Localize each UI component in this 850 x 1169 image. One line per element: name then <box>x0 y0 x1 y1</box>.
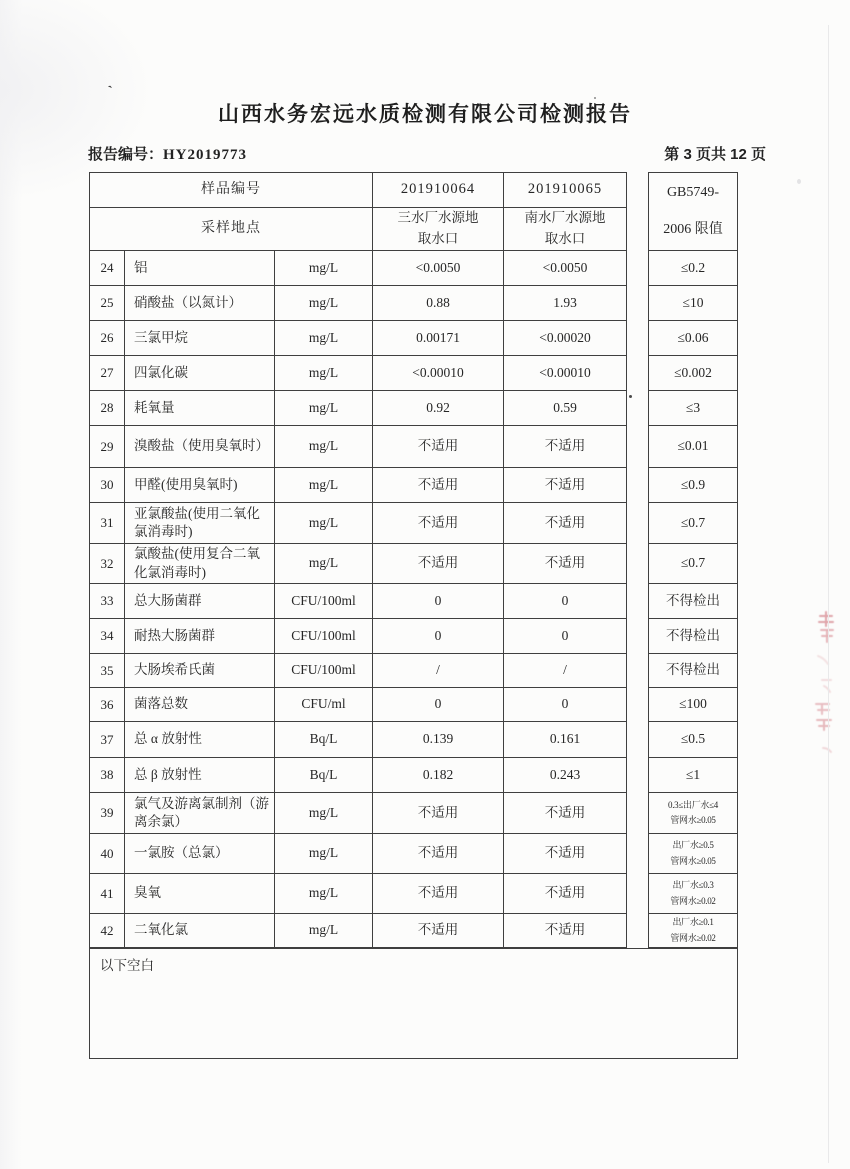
row-number-cell: 38 <box>90 758 125 793</box>
sample2-value-cell: 0.59 <box>504 391 627 426</box>
unit-cell: mg/L <box>275 286 373 321</box>
sample2-value-cell: 不适用 <box>504 914 627 948</box>
table-row <box>90 874 627 914</box>
row-number-cell: 25 <box>90 286 125 321</box>
scan-speck-dot <box>594 97 596 99</box>
row-number-cell: 26 <box>90 321 125 356</box>
limit-cell: 出厂水≥0.1 管网水≥0.02 <box>649 914 738 948</box>
sample1-value-cell: 不适用 <box>373 914 504 948</box>
sample1-value-cell: 0.182 <box>373 758 504 793</box>
sample2-value-cell: 不适用 <box>504 468 627 503</box>
row-number-cell: 34 <box>90 619 125 654</box>
limit-column-strip <box>648 172 738 948</box>
unit-cell: mg/L <box>275 914 373 948</box>
table-row <box>90 426 627 468</box>
sample1-id-cell: 201910064 <box>373 173 504 208</box>
sample2-value-cell: 0 <box>504 688 627 722</box>
sample1-value-cell: 不适用 <box>373 834 504 874</box>
limit-cell: ≤0.002 <box>649 356 738 391</box>
table-row <box>90 503 627 544</box>
limit-row <box>649 722 738 758</box>
item-name-cell: 菌落总数 <box>125 688 275 722</box>
table-row <box>90 321 627 356</box>
limit-cell: ≤0.9 <box>649 468 738 503</box>
sample2-value-cell: <0.00020 <box>504 321 627 356</box>
sample2-id-cell: 201910065 <box>504 173 627 208</box>
row-number-cell: 37 <box>90 722 125 758</box>
sample2-value-cell: 0 <box>504 584 627 619</box>
row-number-cell: 28 <box>90 391 125 426</box>
sample1-site-line2: 取水口 <box>417 231 459 246</box>
unit-cell: mg/L <box>275 793 373 834</box>
sample2-value-cell: / <box>504 654 627 688</box>
item-name-cell: 氯酸盐(使用复合二氧化氯消毒时) <box>125 544 275 584</box>
item-name-cell: 四氯化碳 <box>125 356 275 391</box>
item-name-cell: 耐热大肠菌群 <box>125 619 275 654</box>
limit-row <box>649 286 738 321</box>
sample1-value-cell: 不适用 <box>373 544 504 584</box>
unit-cell: mg/L <box>275 391 373 426</box>
sample2-value-cell: 不适用 <box>504 874 627 914</box>
limit-cell: 出厂水≥0.5 管网水≥0.05 <box>649 834 738 874</box>
limit-cell: 0.3≤出厂水≤4 管网水≥0.05 <box>649 793 738 834</box>
sample1-value-cell: 0 <box>373 584 504 619</box>
sample1-value-cell: 不适用 <box>373 426 504 468</box>
limit-cell: 不得检出 <box>649 619 738 654</box>
sample1-value-cell: / <box>373 654 504 688</box>
blank-footer-area <box>89 948 738 1059</box>
table-row <box>90 793 627 834</box>
table-header-row-sample-id <box>90 173 627 208</box>
sample1-value-cell: 0 <box>373 619 504 654</box>
sample1-value-cell: 0.00171 <box>373 321 504 356</box>
limit-row <box>649 793 738 834</box>
report-meta-row <box>88 143 766 164</box>
table-row <box>90 584 627 619</box>
sample2-value-cell: 0 <box>504 619 627 654</box>
limit-row <box>649 544 738 584</box>
unit-cell: mg/L <box>275 356 373 391</box>
table-row <box>90 834 627 874</box>
limit-cell: ≤0.2 <box>649 251 738 286</box>
table-row <box>90 688 627 722</box>
limit-row <box>649 321 738 356</box>
sample2-value-cell: <0.0050 <box>504 251 627 286</box>
row-number-cell: 35 <box>90 654 125 688</box>
unit-cell: mg/L <box>275 874 373 914</box>
report-title: 山西水务宏远水质检测有限公司检测报告 <box>218 103 632 126</box>
limit-cell: ≤0.06 <box>649 321 738 356</box>
row-number-cell: 42 <box>90 914 125 948</box>
sample1-value-cell: 0.92 <box>373 391 504 426</box>
report-number <box>88 143 247 164</box>
row-number-cell: 29 <box>90 426 125 468</box>
table-row <box>90 544 627 584</box>
table-row <box>90 356 627 391</box>
sample2-site-line2: 取水口 <box>544 231 586 246</box>
limit-cell: ≤0.7 <box>649 544 738 584</box>
report-number-label: 报告编号： <box>88 146 164 163</box>
limit-header-row <box>649 173 738 251</box>
table-row <box>90 654 627 688</box>
limit-cell: ≤3 <box>649 391 738 426</box>
limit-row <box>649 426 738 468</box>
unit-cell: CFU/100ml <box>275 654 373 688</box>
limit-row <box>649 503 738 544</box>
limit-cell: ≤0.7 <box>649 503 738 544</box>
unit-cell: mg/L <box>275 251 373 286</box>
item-name-cell: 氯气及游离氯制剂（游离余氯） <box>125 793 275 834</box>
scan-speck-dot <box>797 179 801 184</box>
sample2-value-cell: 不适用 <box>504 544 627 584</box>
limit-cell: 不得检出 <box>649 584 738 619</box>
table-row <box>90 758 627 793</box>
sample-id-label-cell: 样品编号 <box>90 173 373 208</box>
sample1-value-cell: 不适用 <box>373 503 504 544</box>
limit-cell: ≤100 <box>649 688 738 722</box>
table-row <box>90 914 627 948</box>
item-name-cell: 三氯甲烷 <box>125 321 275 356</box>
table-row <box>90 286 627 321</box>
sample2-site-line1: 南水厂水源地 <box>524 210 606 226</box>
limit-row <box>649 391 738 426</box>
limit-cell: ≤0.01 <box>649 426 738 468</box>
item-name-cell: 二氧化氯 <box>125 914 275 948</box>
unit-cell: CFU/100ml <box>275 584 373 619</box>
sample1-value-cell: 不适用 <box>373 793 504 834</box>
table-row <box>90 251 627 286</box>
table-row <box>90 722 627 758</box>
row-number-cell: 32 <box>90 544 125 584</box>
row-number-cell: 36 <box>90 688 125 722</box>
footer-note: 以下空白 <box>100 958 154 973</box>
unit-cell: CFU/ml <box>275 688 373 722</box>
row-number-cell: 33 <box>90 584 125 619</box>
limit-row <box>649 834 738 874</box>
limit-row <box>649 468 738 503</box>
item-name-cell: 甲醛(使用臭氧时) <box>125 468 275 503</box>
limit-header-line1: GB5749- <box>666 185 720 201</box>
limit-header-line2: 2006 限值 <box>663 221 723 237</box>
item-name-cell: 铝 <box>125 251 275 286</box>
item-name-cell: 耗氧量 <box>125 391 275 426</box>
sampling-site-label-cell: 采样地点 <box>90 208 373 251</box>
sample1-value-cell: 0.139 <box>373 722 504 758</box>
item-name-cell: 溴酸盐（使用臭氧时） <box>125 426 275 468</box>
sample1-site-line1: 三水厂水源地 <box>397 210 479 226</box>
table-row <box>90 468 627 503</box>
item-name-cell: 亚氯酸盐(使用二氧化氯消毒时) <box>125 503 275 544</box>
unit-cell: mg/L <box>275 468 373 503</box>
limit-header-cell <box>649 173 738 251</box>
unit-cell: mg/L <box>275 426 373 468</box>
item-name-cell: 硝酸盐（以氮计） <box>125 286 275 321</box>
limit-cell: 不得检出 <box>649 654 738 688</box>
red-stamp-fragment <box>806 608 840 764</box>
limit-row <box>649 758 738 793</box>
sample1-value-cell: 0.88 <box>373 286 504 321</box>
scan-speck-dot <box>629 395 632 398</box>
row-number-cell: 31 <box>90 503 125 544</box>
limit-cell: 出厂水≤0.3 管网水≥0.02 <box>649 874 738 914</box>
unit-cell: Bq/L <box>275 722 373 758</box>
row-number-cell: 24 <box>90 251 125 286</box>
limit-cell: ≤0.5 <box>649 722 738 758</box>
row-number-cell: 30 <box>90 468 125 503</box>
sample2-value-cell: <0.00010 <box>504 356 627 391</box>
row-number-cell: 39 <box>90 793 125 834</box>
row-number-cell: 27 <box>90 356 125 391</box>
limit-row <box>649 914 738 948</box>
limit-cell: ≤1 <box>649 758 738 793</box>
unit-cell: CFU/100ml <box>275 619 373 654</box>
sample2-value-cell: 不适用 <box>504 503 627 544</box>
table-row <box>90 619 627 654</box>
limit-row <box>649 584 738 619</box>
limit-row <box>649 874 738 914</box>
sample1-value-cell: <0.00010 <box>373 356 504 391</box>
limit-row <box>649 619 738 654</box>
limit-row <box>649 688 738 722</box>
sample1-value-cell: <0.0050 <box>373 251 504 286</box>
sample1-site-cell <box>373 208 504 251</box>
item-name-cell: 总 β 放射性 <box>125 758 275 793</box>
sample2-site-cell <box>504 208 627 251</box>
unit-cell: Bq/L <box>275 758 373 793</box>
sample2-value-cell: 不适用 <box>504 426 627 468</box>
row-number-cell: 40 <box>90 834 125 874</box>
limit-row <box>649 251 738 286</box>
table-header-row-sampling-site <box>90 208 627 251</box>
item-name-cell: 总大肠菌群 <box>125 584 275 619</box>
table-row <box>90 391 627 426</box>
unit-cell: mg/L <box>275 834 373 874</box>
results-table-main <box>89 172 627 948</box>
scan-speck-tick: ` <box>107 83 116 101</box>
sample1-value-cell: 不适用 <box>373 874 504 914</box>
page-indicator: 第 3 页共 12 页 <box>664 146 766 163</box>
page-edge-line <box>828 25 829 1163</box>
sample1-value-cell: 0 <box>373 688 504 722</box>
sample1-value-cell: 不适用 <box>373 468 504 503</box>
item-name-cell: 大肠埃希氏菌 <box>125 654 275 688</box>
report-number-value: HY2019773 <box>163 147 248 163</box>
limit-row <box>649 356 738 391</box>
unit-cell: mg/L <box>275 544 373 584</box>
row-number-cell: 41 <box>90 874 125 914</box>
sample2-value-cell: 不适用 <box>504 834 627 874</box>
item-name-cell: 臭氧 <box>125 874 275 914</box>
limit-cell: ≤10 <box>649 286 738 321</box>
item-name-cell: 总 α 放射性 <box>125 722 275 758</box>
sample2-value-cell: 0.161 <box>504 722 627 758</box>
limit-row <box>649 654 738 688</box>
sample2-value-cell: 不适用 <box>504 793 627 834</box>
item-name-cell: 一氯胺（总氯） <box>125 834 275 874</box>
unit-cell: mg/L <box>275 321 373 356</box>
sample2-value-cell: 1.93 <box>504 286 627 321</box>
sample2-value-cell: 0.243 <box>504 758 627 793</box>
unit-cell: mg/L <box>275 503 373 544</box>
